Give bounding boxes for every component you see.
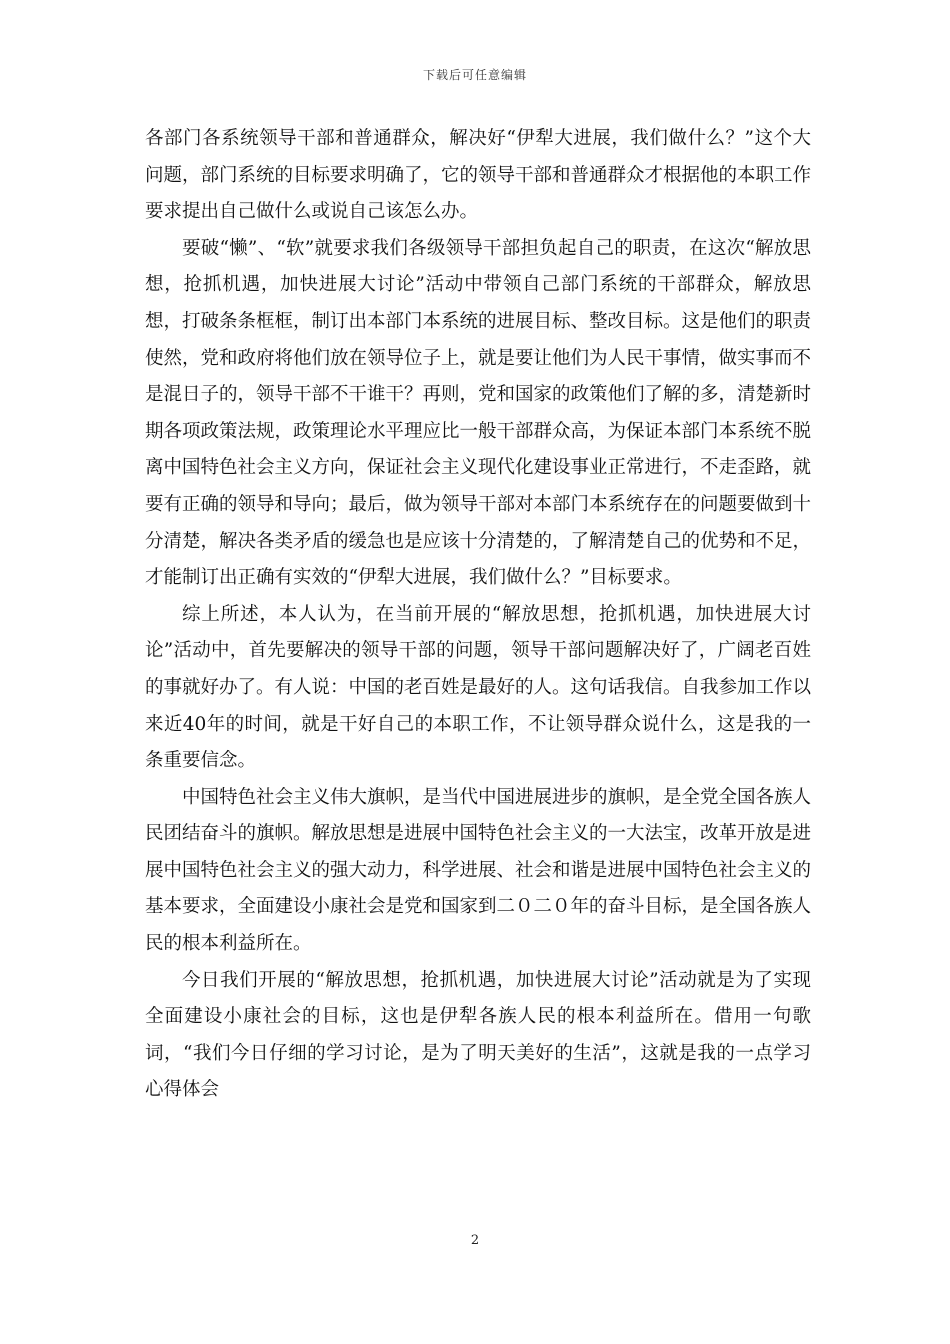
paragraph-socialism-banner: 中国特色社会主义伟大旗帜，是当代中国进展进步的旗帜，是全党全国各族人民团结奋斗的旗帜。解放思想是进展中国特色社会主义的一大法宝，改革开放是进展中国特色社会主义的强大动力，科学进展、社会和谐是进展中国特色社会主义的基本要求，全面建设小康社会是党和国家到二０二０年的奋斗目标，是全国各族人民的根本利益所在。 — [145, 786, 812, 955]
document-body — [145, 121, 811, 1109]
paragraph-continuation: 各部门各系统领导干部和普通群众，解决好“伊犁大进展，我们做什么？”这个大问题，部门系统的目标要求明确了，它的领导干部和普通群众才根据他的本职工作要求提出自己做什么或说自己该怎么办。 — [145, 128, 812, 223]
page-header-note: 下载后可任意编辑 — [422, 68, 527, 82]
paragraph-leadership-duty: 要破“懒”、“软”就要求我们各级领导干部担负起自己的职责，在这次“解放思想，抢抓机遇，加快进展大讨论”活动中带领自己部门系统的干部群众，解放思想，打破条条框框，制订出本部门本系统的进展目标、整改目标。这是他们的职责使然，党和政府将他们放在领导位子上，就是要让他们为人民干事情，做实事而不是混日子的，领导干部不干谁干？再则，党和国家的政策他们了解的多，清楚新时期各项政策法规，政策理论水平理应比一般干部群众高，为保证本部门本系统不脱离中国特色社会主义方向，保证社会主义现代化建设事业正常进行，不走歪路，就要有正确的领导和导向；最后，做为领导干部对本部门本系统存在的问题要做到十分清楚，解决各类矛盾的缓急也是应该十分清楚的，了解清楚自己的优势和不足，才能制订出正确有实效的“伊犁大进展，我们做什么？”目标要求。 — [145, 237, 812, 589]
page-number: 2 — [470, 1233, 480, 1248]
paragraph-summary: 综上所述，本人认为，在当前开展的“解放思想，抢抓机遇，加快进展大讨论”活动中，首先要解决的领导干部的问题，领导干部问题解决好了，广阔老百姓的事就好办了。有人说：中国的老百姓是最好的人。这句话我信。自我参加工作以来近40年的时间，就是干好自己的本职工作，不让领导群众说什么，这是我的一条重要信念。 — [145, 603, 812, 772]
paragraph-conclusion: 今日我们开展的“解放思想，抢抓机遇，加快进展大讨论”活动就是为了实现全面建设小康社会的目标，这也是伊犁各族人民的根本利益所在。借用一句歌词，“我们今日仔细的学习讨论，是为了明天美好的生活”，这就是我的一点学习心得体会 — [145, 969, 811, 1101]
